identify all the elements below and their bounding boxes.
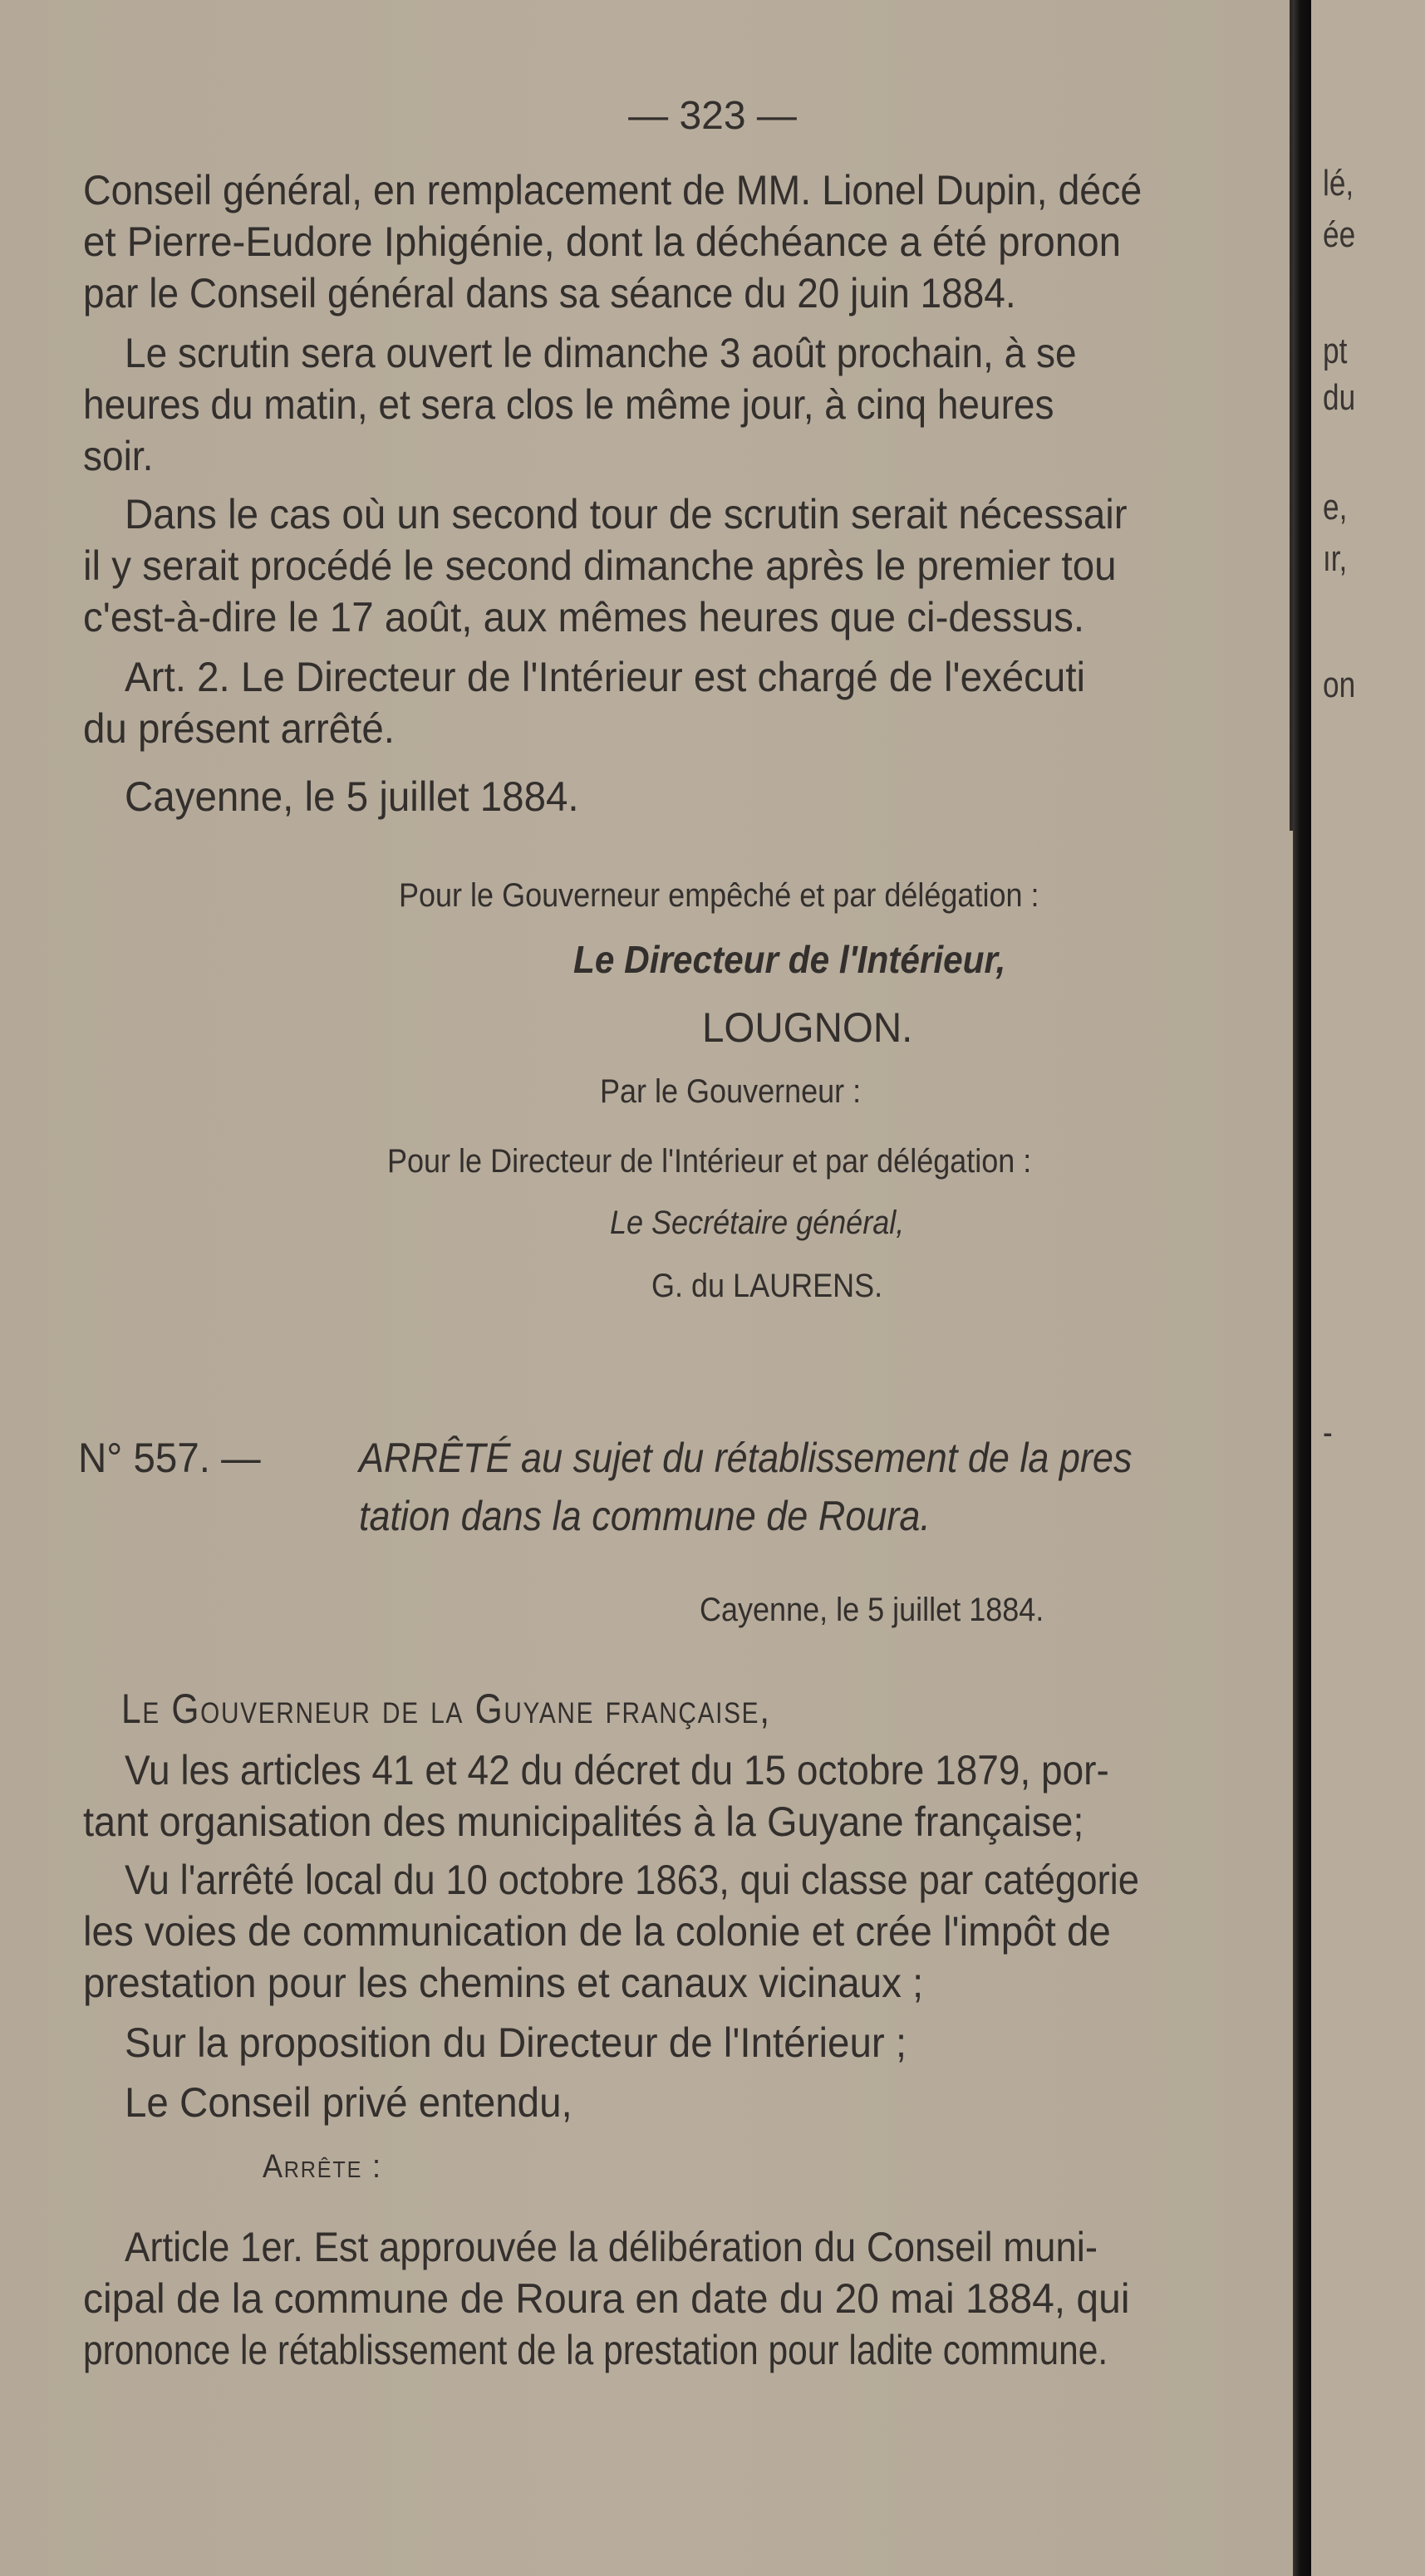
signature-title-2: Le Secrétaire général, [610,1205,905,1241]
text-line: par le Conseil général dans sa séance du 20 juin 1884. [83,270,1016,316]
margin-fragment: - [1323,1412,1333,1453]
text-line: Le scrutin sera ouvert le dimanche 3 août prochain, à se [125,330,1077,376]
signature-delegation: Pour le Gouverneur empêché et par délégation : [399,877,1039,914]
date-line: Cayenne, le 5 juillet 1884. [125,773,579,820]
text-line: heures du matin, et sera clos le même jour, à cinq heures [83,381,1054,428]
arrete-title-line: tation dans la commune de Roura. [359,1493,931,1539]
arrete-label: Arrête : [263,2148,382,2185]
text-line: Conseil général, en remplacement de MM. Lionel Dupin, décé [83,167,1142,213]
text-line: Sur la proposition du Directeur de l'Intérieur ; [125,2019,907,2066]
arrete-title-line: ARRÊTÉ au sujet du rétablissement de la pres [359,1435,1133,1481]
page-number: — 323 — [628,94,797,138]
text-line: du présent arrêté. [83,705,395,752]
text-line: prononce le rétablissement de la prestation pour ladite commune. [83,2327,1108,2373]
margin-fragment: lé, [1323,163,1354,204]
text-line: les voies de communication de la colonie et crée l'impôt de [83,1908,1111,1955]
binding-shadow [1293,0,1311,2576]
arrete-date: Cayenne, le 5 juillet 1884. [700,1592,1044,1628]
text-line: Article 1er. Est approuvée la délibération du Conseil muni- [125,2224,1098,2270]
text-line: Dans le cas où un second tour de scrutin serait nécessair [125,491,1128,537]
text-line: tant organisation des municipalités à la Guyane française; [83,1798,1084,1845]
signature-delegation-2: Pour le Directeur de l'Intérieur et par délégation : [387,1143,1032,1180]
margin-fragment: ır, [1323,538,1348,579]
text-line: prestation pour les chemins et canaux vicinaux ; [83,1960,924,2006]
gouverneur-line: Le Gouverneur de la Guyane française, [121,1685,771,1732]
text-line: Vu les articles 41 et 42 du décret du 15 octobre 1879, por- [125,1747,1109,1793]
arrete-number: N° 557. — [78,1435,261,1481]
text-line: c'est-à-dire le 17 août, aux mêmes heures que ci-dessus. [83,594,1085,640]
signature-name-2: G. du LAURENS. [651,1268,883,1304]
margin-fragment: du [1323,377,1356,418]
signature-par: Par le Gouverneur : [600,1073,862,1110]
text-line: il y serait procédé le second dimanche après le premier tou [83,542,1117,589]
signature-name: LOUGNON. [702,1004,913,1051]
margin-fragment: on [1323,665,1356,705]
text-line: soir. [83,433,154,479]
margin-fragment: pt [1323,331,1348,371]
text-line: Art. 2. Le Directeur de l'Intérieur est chargé de l'exécuti [125,654,1086,700]
text-line: Vu l'arrêté local du 10 octobre 1863, qui classe par catégorie [125,1857,1140,1903]
signature-title: Le Directeur de l'Intérieur, [573,938,1006,981]
text-line: Le Conseil privé entendu, [125,2079,572,2126]
margin-fragment: ée [1323,214,1356,255]
text-line: et Pierre-Eudore Iphigénie, dont la déchéance a été pronon [83,218,1122,265]
margin-fragment: e, [1323,487,1348,527]
text-line: cipal de la commune de Roura en date du 20 mai 1884, qui [83,2275,1130,2322]
